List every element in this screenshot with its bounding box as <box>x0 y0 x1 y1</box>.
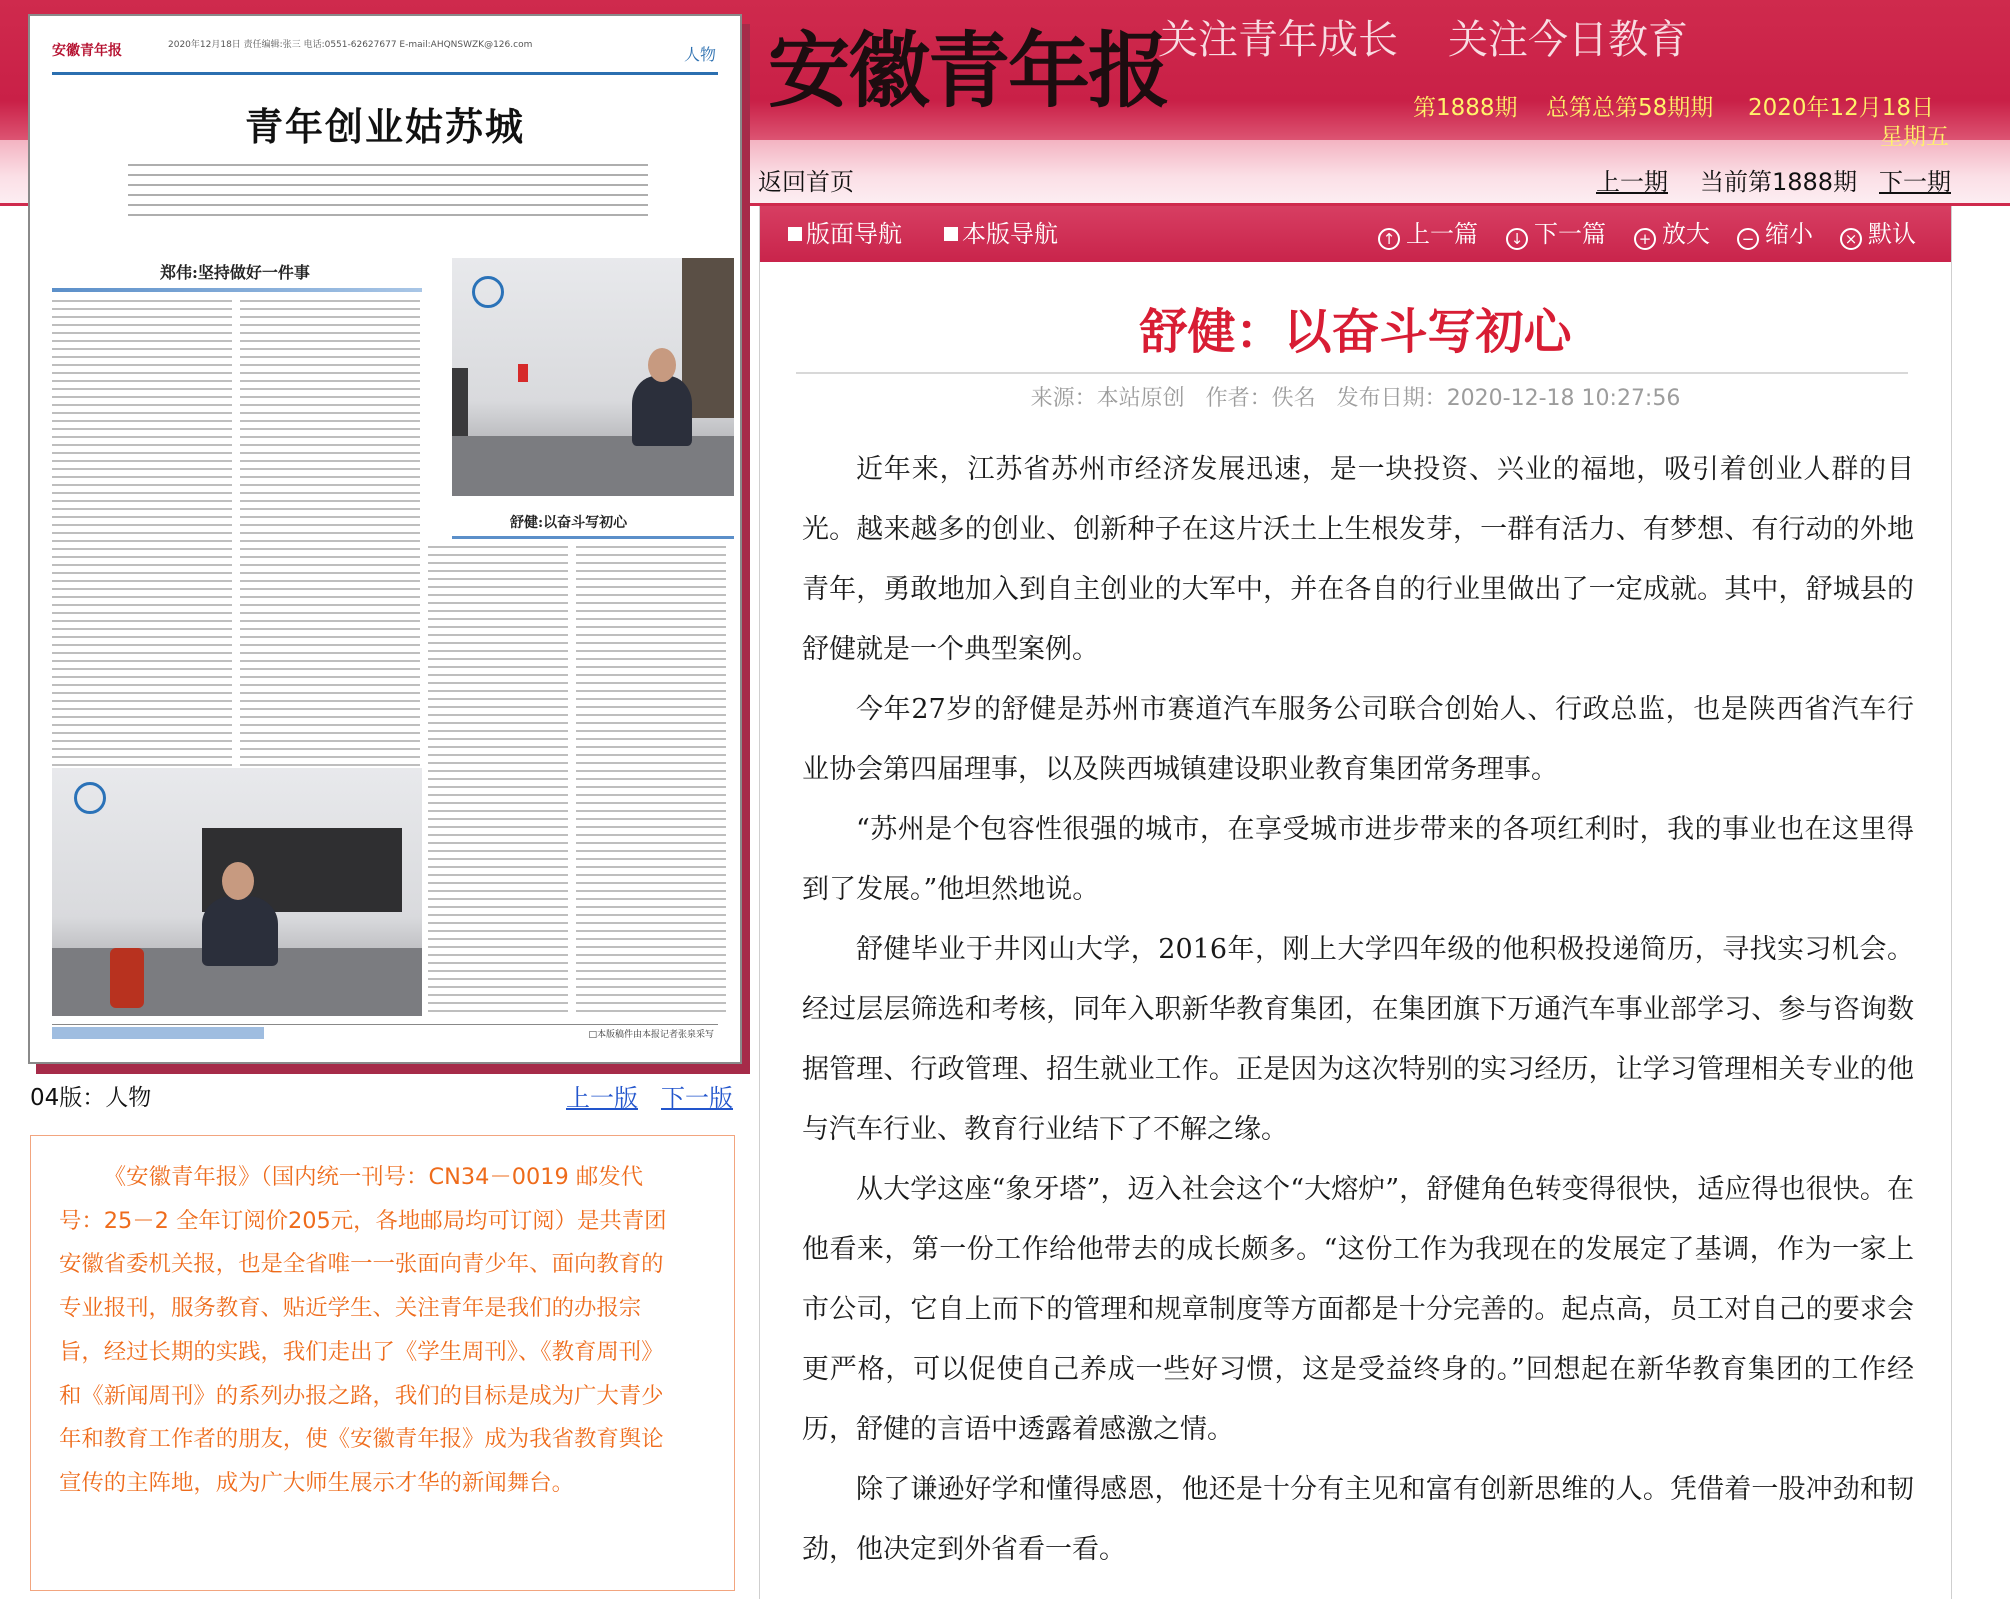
article-meta <box>760 382 1951 416</box>
article-body <box>802 440 1914 1580</box>
minus-icon: − <box>1737 228 1759 250</box>
date-label: 发布日期： <box>1336 386 1447 411</box>
article-date: 2020-12-18 10:27:56 <box>1446 386 1681 411</box>
edition-label: 04版：人物 <box>30 1085 152 1111</box>
article-source: 本站原创 <box>1096 386 1185 411</box>
thumbnail-masthead-logo: 安徽青年报 <box>52 43 122 59</box>
this-page-nav-label: 本版导航 <box>962 220 1058 248</box>
article-title: 舒健：以奋斗写初心 <box>1139 304 1572 360</box>
current-issue-label: 当前第1888期 <box>1700 168 1858 196</box>
default-size-button[interactable] <box>1840 219 1916 250</box>
square-icon <box>788 227 802 241</box>
thumbnail-lead-text <box>128 164 648 216</box>
newspaper-logo: 安徽青年报 <box>768 24 1169 119</box>
issue-date: 2020年12月18日 <box>1748 95 1935 121</box>
zoom-out-button[interactable] <box>1737 219 1813 250</box>
article-paragraph: 近年来，江苏省苏州市经济发展迅速，是一块投资、兴业的福地，吸引着创业人群的目光。越来越多的创业、创新种子在这片沃土上生根发芽，一群有活力、有梦想、有行动的外地青年，勇敢地加入到自主创业的大军中，并在各自的行业里做出了一定成就。其中，舒城县的舒健就是一个典型案例。 <box>802 454 1914 665</box>
article-paragraph: 除了谦逊好学和懂得感恩，他还是十分有主见和富有创新思维的人。凭借着一股冲劲和韧劲，他决定到外省看一看。 <box>802 1474 1914 1565</box>
thumbnail-meta: 2020年12月18日 责任编辑:张三 电话:0551-62627677 E-mail:AHQNSWZK@126.com <box>168 40 533 50</box>
square-icon <box>944 227 958 241</box>
back-home-link[interactable]: 返回首页 <box>758 168 854 196</box>
thumbnail-subheadline[interactable]: 郑伟:坚持做好一件事 <box>160 263 310 282</box>
article-paragraph: 舒健毕业于井冈山大学，2016年，刚上大学四年级的他积极投递简历，寻找实习机会。经过层层筛选和考核，同年入职新华教育集团，在集团旗下万通汽车事业部学习、参与咨询数据管理、行政管理、招生就业工作。正是因为这次特别的实习经历，让学习管理相关专业的他与汽车行业、教育行业结下了不解之缘。 <box>802 934 1914 1145</box>
thumbnail-headline[interactable]: 青年创业姑苏城 <box>244 104 525 149</box>
prev-article-label: 上一篇 <box>1406 220 1478 248</box>
article-toolbar <box>760 206 1951 262</box>
next-article-label: 下一篇 <box>1534 220 1606 248</box>
zoom-in-button[interactable] <box>1634 219 1710 250</box>
thumbnail-photo-caption[interactable]: 舒健:以奋斗写初心 <box>510 515 628 531</box>
author-label: 作者： <box>1205 386 1272 411</box>
article-title-rule <box>796 372 1908 374</box>
source-label: 来源： <box>1030 386 1097 411</box>
prev-article-button[interactable] <box>1378 219 1478 250</box>
thumbnail-header <box>52 36 718 75</box>
page-nav-button[interactable] <box>788 219 902 249</box>
next-article-button[interactable] <box>1506 219 1606 250</box>
slogan-education: 关注今日教育 <box>1448 17 1688 63</box>
arrow-up-icon: ↑ <box>1378 228 1400 250</box>
prev-issue-link[interactable]: 上一期 <box>1596 168 1668 196</box>
issue-number: 第1888期 <box>1413 95 1518 121</box>
article-author: 佚名 <box>1271 386 1316 411</box>
thumbnail-text-column <box>428 546 568 1016</box>
default-size-label: 默认 <box>1868 220 1916 248</box>
thumbnail-text-column <box>240 300 420 778</box>
next-edition-link[interactable]: 下一版 <box>661 1084 733 1112</box>
thumbnail-photo-shujian[interactable] <box>452 258 734 496</box>
thumbnail-subhead-rule <box>52 288 422 292</box>
thumbnail-photo-zhengwei[interactable] <box>52 768 422 1016</box>
article-paragraph: “苏州是个包容性很强的城市，在享受城市进步带来的各项红利时，我的事业也在这里得到了发展。”他坦然地说。 <box>802 814 1914 905</box>
page-nav-label: 版面导航 <box>806 220 902 248</box>
thumbnail-caption-rule <box>452 536 734 539</box>
article-paragraph: 今年27岁的舒健是苏州市赛道汽车服务公司联合创始人、行政总监，也是陕西省汽车行业协会第四届理事，以及陕西城镇建设职业教育集团常务理事。 <box>802 694 1914 785</box>
this-page-nav-button[interactable] <box>944 219 1058 249</box>
total-issue-number: 总第总第58期期 <box>1546 95 1714 121</box>
close-icon: × <box>1840 228 1862 250</box>
article-paragraph: 从大学这座“象牙塔”，迈入社会这个“大熔炉”，舒健角色转变得很快，适应得也很快。在他看来，第一份工作给他带去的成长颇多。“这份工作为我现在的发展定了基调，作为一家上市公司，它自上而下的管理和规章制度等方面都是十分完善的。起点高，员工对自己的要求会更严格，可以促使自己养成一些好习惯，这是受益终身的。”回想起在新华教育集团的工作经历，舒健的言语中透露着感激之情。 <box>802 1174 1914 1445</box>
newspaper-intro-text: 《安徽青年报》（国内统一刊号：CN34－0019 邮发代号：25－2 全年订阅价205元，各地邮局均可订阅）是共青团安徽省委机关报，也是全省唯一一张面向青少年、面向教育的专业报刊，服务教育、贴近学生、关注青年是我们的办报宗旨，经过长期的实践，我们走出了《学生周刊》、《教育周刊》和《新闻周刊》的系列办报之路，我们的目标是成为广大青少年和教育工作者的朋友，使《安徽青年报》成为我省教育舆论宣传的主阵地，成为广大师生展示才华的新闻舞台。 <box>59 1164 667 1496</box>
arrow-down-icon: ↓ <box>1506 228 1528 250</box>
newspaper-intro-box <box>30 1135 735 1591</box>
prev-edition-link[interactable]: 上一版 <box>566 1084 638 1112</box>
zoom-out-label: 缩小 <box>1765 220 1813 248</box>
page-thumbnail[interactable] <box>28 14 742 1064</box>
slogan-growth: 关注青年成长 <box>1158 17 1398 63</box>
thumbnail-footer <box>52 1024 718 1041</box>
plus-icon: + <box>1634 228 1656 250</box>
next-issue-link[interactable]: 下一期 <box>1879 168 1951 196</box>
zoom-in-label: 放大 <box>1662 220 1710 248</box>
thumbnail-section-label: 人物 <box>683 45 716 64</box>
thumbnail-text-column <box>576 546 726 1016</box>
thumbnail-footer-tag: □本版稿件由本报记者张泉采写 <box>588 1030 714 1040</box>
thumbnail-text-column <box>52 300 232 778</box>
article-panel <box>759 206 1952 1599</box>
issue-weekday: 星期五 <box>1880 124 1949 150</box>
